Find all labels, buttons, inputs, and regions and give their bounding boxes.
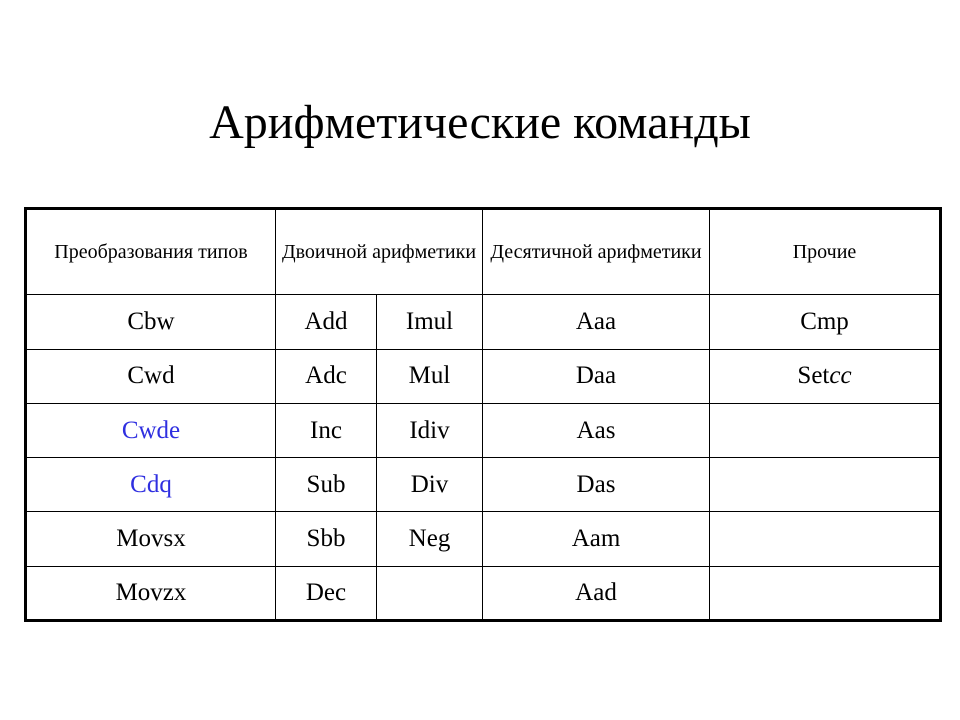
table-header-row [26,209,941,295]
cell-conversion: Cwde [26,403,276,457]
header-type-conversion: Преобразования типов [26,209,276,295]
cell-other-suffix: cc [829,362,852,390]
cell-other [710,349,941,403]
cell-other: Cmp [710,295,941,349]
cell-binary: Sub [276,458,377,512]
cell-decimal: Aad [483,566,710,620]
header-binary-arithmetic: Двоичной арифметики [276,209,483,295]
cell-conversion: Movzx [26,566,276,620]
cell-other [710,403,941,457]
commands-table [24,207,942,622]
cell-binary: Dec [276,566,377,620]
table-row [26,512,941,566]
header-other: Прочие [710,209,941,295]
cell-decimal: Aam [483,512,710,566]
cell-binary: Sbb [276,512,377,566]
cell-other [710,512,941,566]
cell-conversion: Cdq [26,458,276,512]
cell-binary: Inc [276,403,377,457]
table-row [26,458,941,512]
cell-binary: Mul [377,349,483,403]
cell-binary: Imul [377,295,483,349]
cell-binary: Add [276,295,377,349]
slide-title: Арифметические команды [209,96,751,149]
cell-other [710,458,941,512]
cell-other-prefix: Set [797,362,830,390]
cell-decimal: Aas [483,403,710,457]
table-row [26,349,941,403]
cell-conversion: Cbw [26,295,276,349]
cell-conversion: Cwd [26,349,276,403]
table-row [26,566,941,620]
cell-conversion: Movsx [26,512,276,566]
cell-binary: Neg [377,512,483,566]
cell-binary: Div [377,458,483,512]
cell-decimal: Aaa [483,295,710,349]
cell-binary [377,566,483,620]
cell-binary: Idiv [377,403,483,457]
cell-decimal: Daa [483,349,710,403]
cell-binary: Adc [276,349,377,403]
table-row [26,403,941,457]
cell-decimal: Das [483,458,710,512]
cell-other [710,566,941,620]
header-decimal-arithmetic: Десятичной арифметики [483,209,710,295]
table-row [26,295,941,349]
